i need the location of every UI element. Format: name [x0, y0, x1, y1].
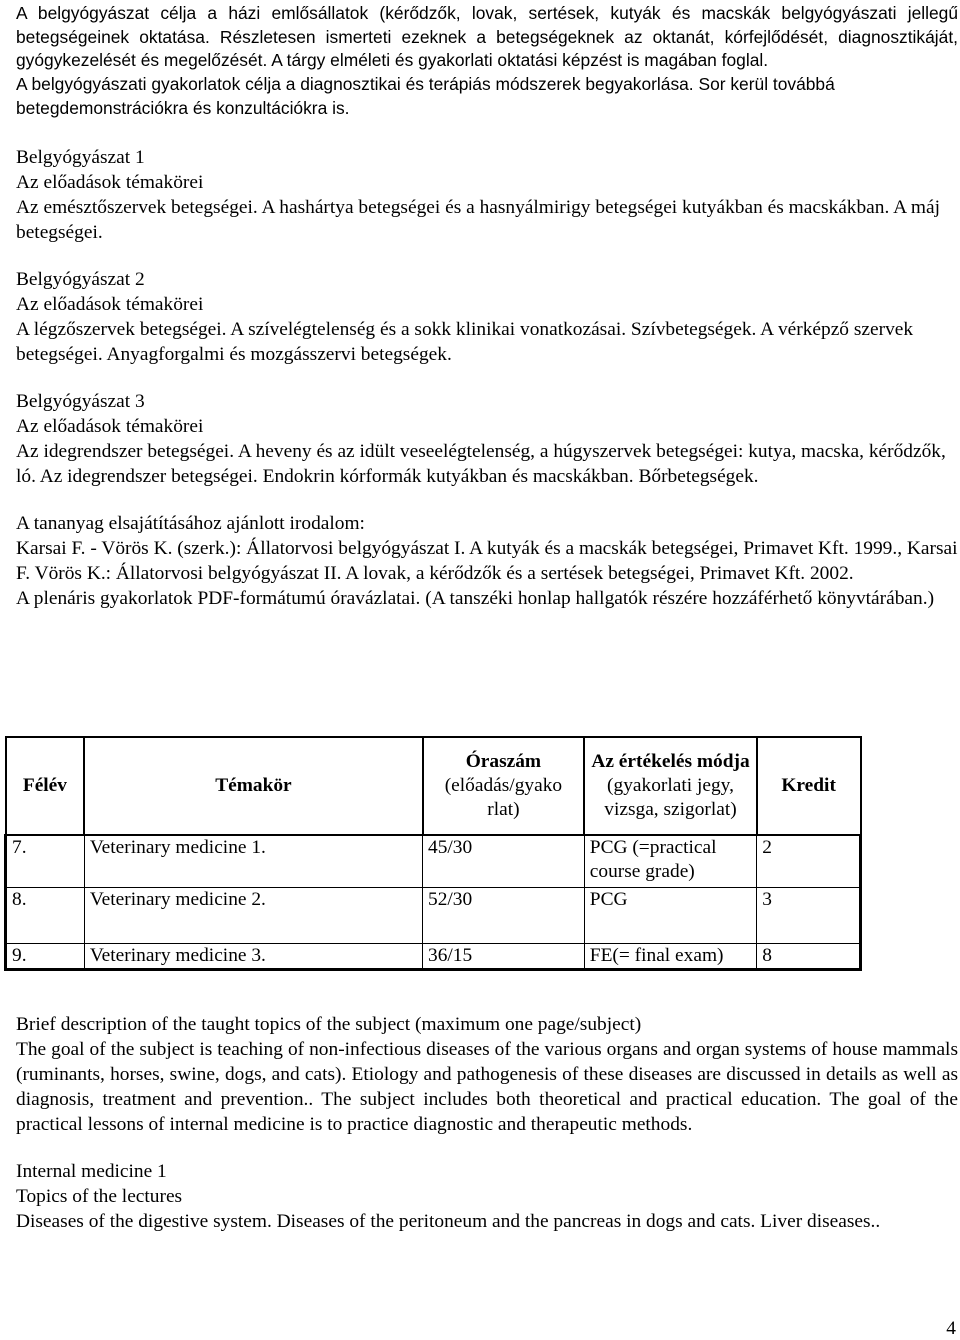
course-topics: A légzőszervek betegségei. A szívelégtelenség és a sokk klinikai vonatkozásai. Szívbetegségek. A vérképző szervek betegségei. Anyagforgalmi és mozgásszervi betegségek.	[16, 318, 914, 365]
table-row	[6, 835, 861, 888]
cell-hours: 45/30	[423, 835, 585, 888]
header-assessment-rest: (gyakorlati jegy, vizsga, szigorlat)	[604, 775, 737, 820]
cell-credit: 2	[757, 835, 861, 888]
cell-assessment: PCG	[584, 888, 756, 944]
course-topics: Diseases of the digestive system. Diseases of the peritoneum and the pancreas in dogs and cats. Liver diseases..	[16, 1211, 881, 1232]
cell-assessment: PCG (=practical course grade)	[584, 835, 756, 888]
header-topic: Témakör	[84, 737, 422, 835]
cell-credit: 3	[757, 888, 861, 944]
cell-topic: Veterinary medicine 1.	[84, 835, 422, 888]
course-title: Belgyógyászat 3	[16, 390, 145, 412]
table-row	[6, 944, 861, 970]
course-topics: Az emésztőszervek betegségei. A hashártya betegségei és a hasnyálmirigy betegségei kutyákban és macskákban. A máj betegségei.	[16, 196, 940, 243]
cell-topic: Veterinary medicine 3.	[84, 944, 422, 970]
course-1-block	[16, 145, 958, 245]
course-2-block	[16, 267, 958, 367]
course-title: Belgyógyászat 2	[16, 268, 145, 290]
header-semester: Félév	[6, 737, 85, 835]
course-3-block	[16, 389, 958, 489]
header-hours-rest: (előadás/gyako rlat)	[444, 775, 563, 820]
header-hours-bold: Óraszám	[465, 751, 542, 772]
header-credit: Kredit	[757, 737, 861, 835]
course-topics: Az idegrendszer betegségei. A heveny és az idült veseelégtelenség, a húgyszervek betegségei: kutya, macska, kérődzők, ló. Az idegrendszer betegségei. Endokrin kórformák kutyákban és macskákban. Bőrbetegségek.	[16, 440, 946, 487]
course-subtitle: Az előadások témakörei	[16, 293, 204, 315]
subject-table	[4, 736, 862, 971]
cell-hours: 36/15	[423, 944, 585, 970]
english-section	[16, 1012, 958, 1234]
cell-semester: 8.	[6, 888, 85, 944]
header-assessment	[584, 737, 756, 835]
brief-heading: Brief description of the taught topics of the subject (maximum one page/subject)	[16, 1014, 642, 1035]
hungarian-section	[16, 0, 958, 611]
course-subtitle: Az előadások témakörei	[16, 415, 204, 437]
practice-paragraph: A belgyógyászati gyakorlatok célja a diagnosztikai és terápiás módszerek begyakorlása. Sor kerül továbbá betegdemonstrációkra és konzultációkra is.	[16, 74, 835, 118]
literature-heading: A tananyag elsajátításához ajánlott irodalom:	[16, 512, 365, 534]
cell-semester: 7.	[6, 835, 85, 888]
intro-paragraph: A belgyógyászat célja a házi emlősállatok (kérődzők, lovak, sertések, kutyák és macskák belgyógyászati jellegű betegségeinek oktatása. Részletesen ismerteti ezeknek a betegségeknek az oktanát, kórfejlődését, diagnosztikáját, gyógykezelését és megelőzését. A tárgy elméleti és gyakorlati oktatási képzést is magában foglal.	[16, 3, 958, 71]
course-subtitle: Az előadások témakörei	[16, 171, 204, 193]
literature-books: Karsai F. - Vörös K. (szerk.): Állatorvosi belgyógyászat I. A kutyák és a macskák betegségei, Primavet Kft. 1999., Karsai F. Vörös K.: Állatorvosi belgyógyászat II. A lovak, a kérődzők és a sertések betegségei, Primavet Kft. 2002.	[16, 537, 958, 584]
cell-credit: 8	[757, 944, 861, 970]
literature-plenary: A plenáris gyakorlatok PDF-formátumú óravázlatai. (A tanszéki honlap hallgatók részére hozzáférhető könyvtárában.)	[16, 587, 935, 609]
cell-hours: 52/30	[423, 888, 585, 944]
table-header-row	[6, 737, 861, 835]
page-number: 4	[946, 1318, 956, 1339]
goal-paragraph: The goal of the subject is teaching of non-infectious diseases of the various organs and organ systems of house mammals (ruminants, horses, swine, dogs, and cats). Etiology and pathogenesis of these diseases are discussed in details as well as diagnosis, treatment and prevention.. The subject includes both theoretical and practical education. The goal of the practical lessons of internal medicine is to practice diagnostic and therapeutic methods.	[16, 1039, 958, 1135]
cell-topic: Veterinary medicine 2.	[84, 888, 422, 944]
internal-medicine-1-block	[16, 1159, 958, 1234]
table-row	[6, 888, 861, 944]
course-title: Belgyógyászat 1	[16, 146, 145, 168]
course-title: Internal medicine 1	[16, 1161, 167, 1182]
header-assessment-bold: Az értékelés módja	[591, 751, 750, 772]
cell-semester: 9.	[6, 944, 85, 970]
cell-assessment: FE(= final exam)	[584, 944, 756, 970]
header-hours	[423, 737, 585, 835]
literature-block	[16, 511, 958, 611]
course-subtitle: Topics of the lectures	[16, 1186, 183, 1207]
